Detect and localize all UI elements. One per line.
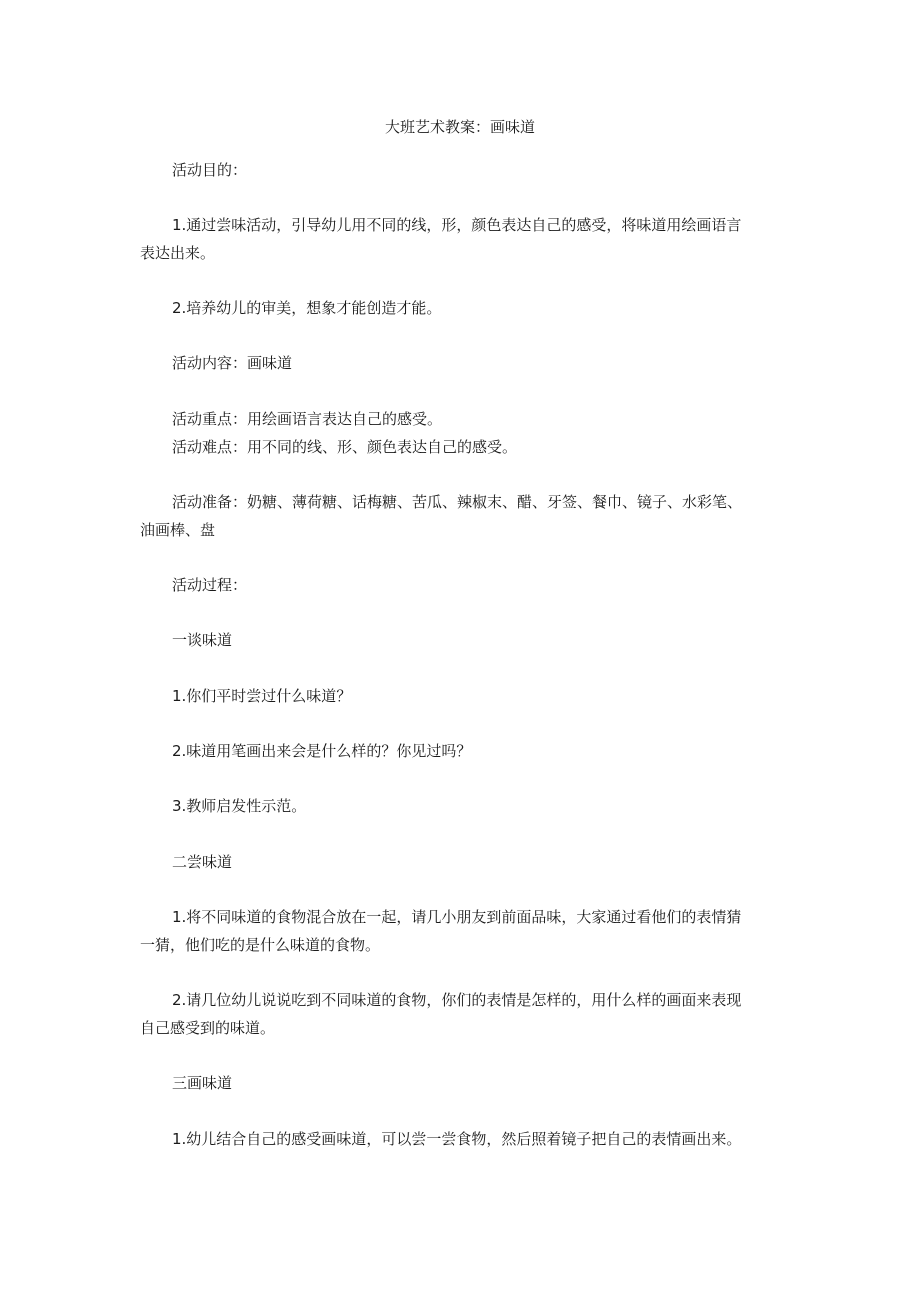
text-line: 活动目的： bbox=[172, 161, 248, 179]
text-line: 2.请几位幼儿说说吃到不同味道的食物，你们的表情是怎样的，用什么样的画面来表现 bbox=[172, 991, 742, 1009]
text-line: 油画棒、盘 bbox=[140, 521, 216, 539]
text-line: 2.培养幼儿的审美，想象才能创造才能。 bbox=[172, 299, 442, 317]
text-line: 表达出来。 bbox=[140, 244, 216, 262]
document-title: 大班艺术教案：画味道 bbox=[384, 118, 535, 136]
text-line: 1.你们平时尝过什么味道？ bbox=[172, 687, 352, 705]
text-line: 活动过程： bbox=[172, 576, 248, 594]
text-line: 一猜，他们吃的是什么味道的食物。 bbox=[140, 936, 381, 954]
section-heading: 三画味道 bbox=[172, 1074, 233, 1092]
text-line: 1.幼儿结合自己的感受画味道，可以尝一尝食物，然后照着镜子把自己的表情画出来。 bbox=[172, 1130, 742, 1148]
section-heading: 二尝味道 bbox=[172, 853, 233, 871]
text-line: 自己感受到的味道。 bbox=[140, 1019, 276, 1037]
text-line: 1.通过尝味活动，引导幼儿用不同的线，形，颜色表达自己的感受，将味道用绘画语言 bbox=[172, 216, 742, 234]
text-line: 活动难点：用不同的线、形、颜色表达自己的感受。 bbox=[172, 438, 518, 456]
text-line: 2.味道用笔画出来会是什么样的？你见过吗？ bbox=[172, 742, 472, 760]
text-line: 活动准备：奶糖、薄荷糖、话梅糖、苦瓜、辣椒末、醋、牙签、餐巾、镜子、水彩笔、 bbox=[172, 493, 743, 511]
text-line: 3.教师启发性示范。 bbox=[172, 797, 307, 815]
text-line: 1.将不同味道的食物混合放在一起，请几小朋友到前面品味，大家通过看他们的表情猜 bbox=[172, 908, 742, 926]
text-line: 活动内容：画味道 bbox=[172, 354, 293, 372]
section-heading: 一谈味道 bbox=[172, 631, 233, 649]
text-line: 活动重点：用绘画语言表达自己的感受。 bbox=[172, 410, 443, 428]
